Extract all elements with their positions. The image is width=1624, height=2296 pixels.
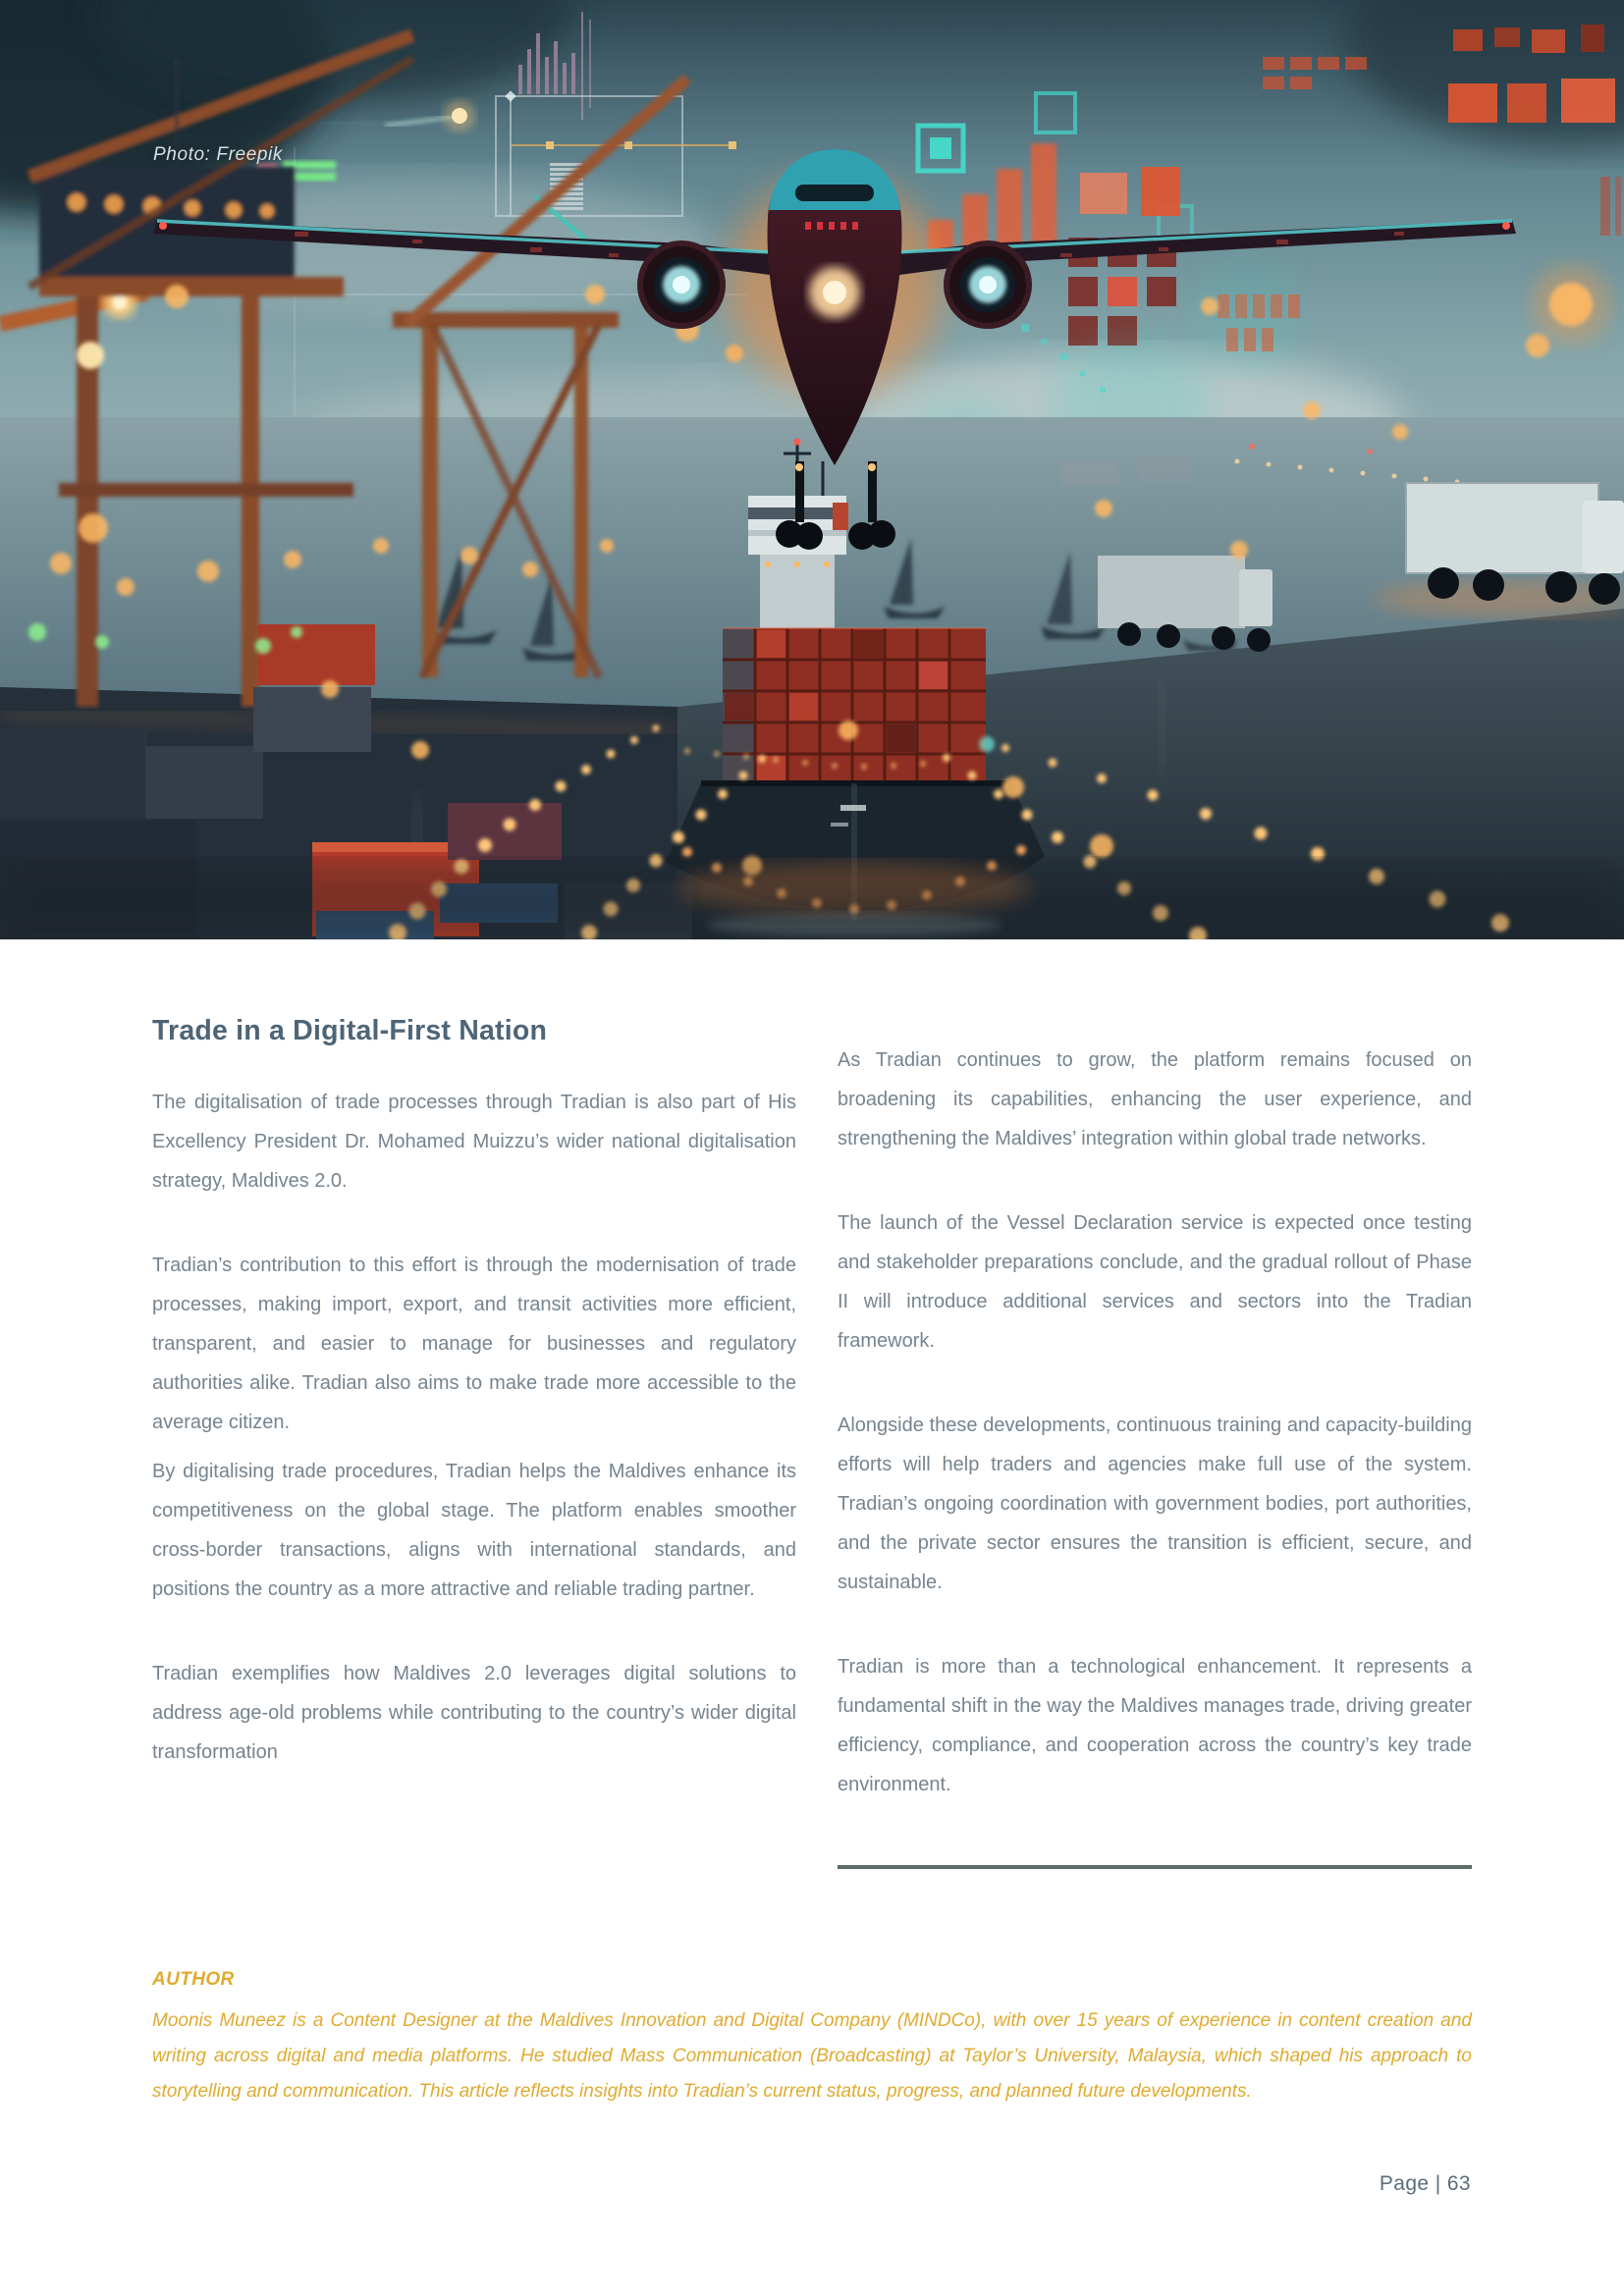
- hero-image: [0, 0, 1624, 939]
- page-number: Page | 63: [1379, 2172, 1471, 2195]
- paragraph: As Tradian continues to grow, the platform remains focused on broadening its capabilities, enhancing the user experience, and strengthening the Maldives’ integration within global trade networks.: [838, 1049, 1472, 1149]
- paragraph: Alongside these developments, continuous training and capacity-building efforts will help traders and agencies make full use of the system. Tradian’s ongoing coordination with government bodies, port authorities, and the private sector ensures the transition is efficient, secure, and sustainable.: [838, 1415, 1472, 1593]
- paragraph: The launch of the Vessel Declaration service is expected once testing and stakeholder preparations conclude, and the gradual rollout of Phase II will introduce additional services and sectors into the Tradian framework.: [838, 1212, 1472, 1352]
- article-body: [152, 1015, 1472, 1869]
- author-section: [152, 1969, 1472, 2109]
- paragraph: Tradian exemplifies how Maldives 2.0 leverages digital solutions to address age-old problems while contributing to the country’s wider digital transformation: [152, 1663, 796, 1763]
- paragraph: The digitalisation of trade processes through Tradian is also part of His Excellency President Dr. Mohamed Muizzu’s wider national digitalisation strategy, Maldives 2.0.: [152, 1092, 796, 1192]
- photo-credit: Photo: Freepik: [153, 144, 283, 165]
- page-title: Trade in a Digital-First Nation: [152, 1015, 548, 1046]
- section-divider: [838, 1865, 1472, 1869]
- paragraph: By digitalising trade procedures, Tradian helps the Maldives enhance its competitiveness on the global stage. The platform enables smoother cross-border transactions, aligns with international standards, and positions the country as a more attractive and reliable trading partner.: [152, 1461, 796, 1600]
- article-left-column: [152, 1015, 796, 1869]
- hero-illustration: [0, 0, 1624, 939]
- paragraph: Tradian’s contribution to this effort is through the modernisation of trade processes, making import, export, and transit activities more efficient, transparent, and easier to manage for businesses and regulatory authorities alike. Tradian also aims to make trade more accessible to the average citizen.: [152, 1255, 796, 1433]
- author-bio: Moonis Muneez is a Content Designer at the Maldives Innovation and Digital Company (MINDCo), with over 15 years of experience in content creation and writing across digital and media platforms. He studied Mass Communication (Broadcasting) at Taylor’s University, Malaysia, which shaped his approach to storytelling and communication. This article reflects insights into Tradian’s current status, progress, and planned future developments.: [152, 2010, 1472, 2102]
- author-label: AUTHOR: [152, 1969, 235, 1990]
- article-right-column: [838, 1015, 1472, 1869]
- paragraph: Tradian is more than a technological enhancement. It represents a fundamental shift in the way the Maldives manages trade, driving greater efficiency, compliance, and cooperation across the country’s key trade environment.: [838, 1656, 1472, 1795]
